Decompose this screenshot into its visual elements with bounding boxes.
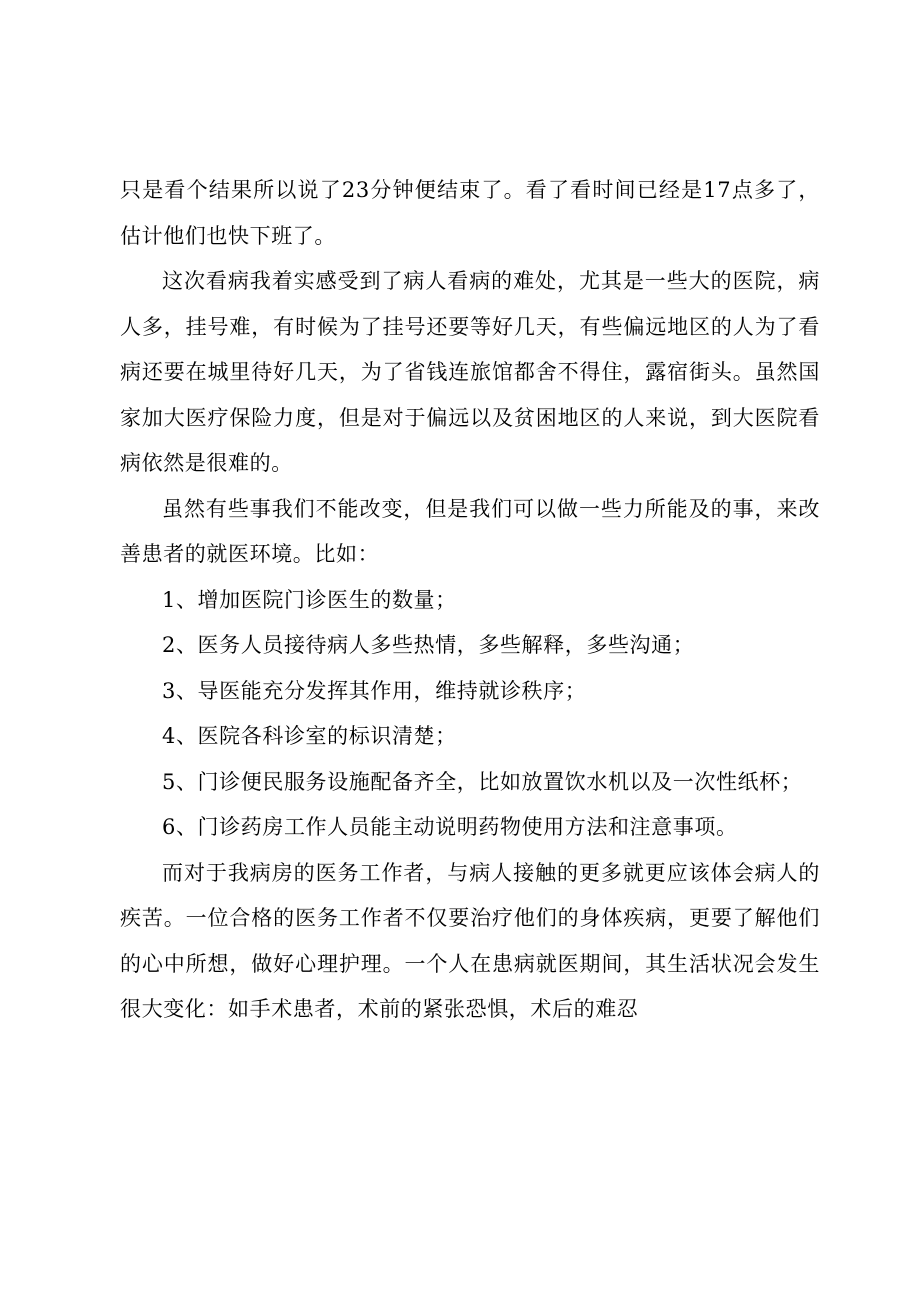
list-item-1: 1、增加医院门诊医生的数量；	[162, 587, 457, 612]
paragraph-1: 只是看个结果所以说了23分钟便结束了。看了看时间已经是17点多了，估计他们也快下班了。	[120, 178, 820, 248]
list-item-5: 5、门诊便民服务设施配备齐全，比如放置饮水机以及一次性纸杯；	[162, 769, 803, 794]
list-item-2: 2、医务人员接待病人多些热情，多些解释，多些沟通；	[162, 633, 695, 657]
list-item-3: 3、导医能充分发挥其作用，维持就诊秩序；	[162, 678, 587, 703]
list-item-4: 4、医院各科诊室的标识清楚；	[162, 724, 457, 748]
list-item-6: 6、门诊药房工作人员能主动说明药物使用方法和注意事项。	[162, 815, 738, 839]
document-body	[120, 168, 820, 1033]
paragraph-3: 虽然有些事我们不能改变，但是我们可以做一些力所能及的事，来改善患者的就医环境。比如：	[120, 496, 820, 566]
paragraph-2: 这次看病我着实感受到了病人看病的难处，尤其是一些大的医院，病人多，挂号难，有时候为了挂号还要等好几天，有些偏远地区的人为了看病还要在城里待好几天，为了省钱连旅馆都舍不得住，露宿街头。虽然国家加大医疗保险力度，但是对于偏远以及贫困地区的人来说，到大医院看病依然是很难的。	[120, 269, 820, 475]
paragraph-4: 而对于我病房的医务工作者，与病人接触的更多就更应该体会病人的疾苦。一位合格的医务工作者不仅要治疗他们的身体疾病，更要了解他们的心中所想，做好心理护理。一个人在患病就医期间，其生活状况会发生很大变化：如手术患者，术前的紧张恐惧，术后的难忍	[120, 860, 820, 1021]
